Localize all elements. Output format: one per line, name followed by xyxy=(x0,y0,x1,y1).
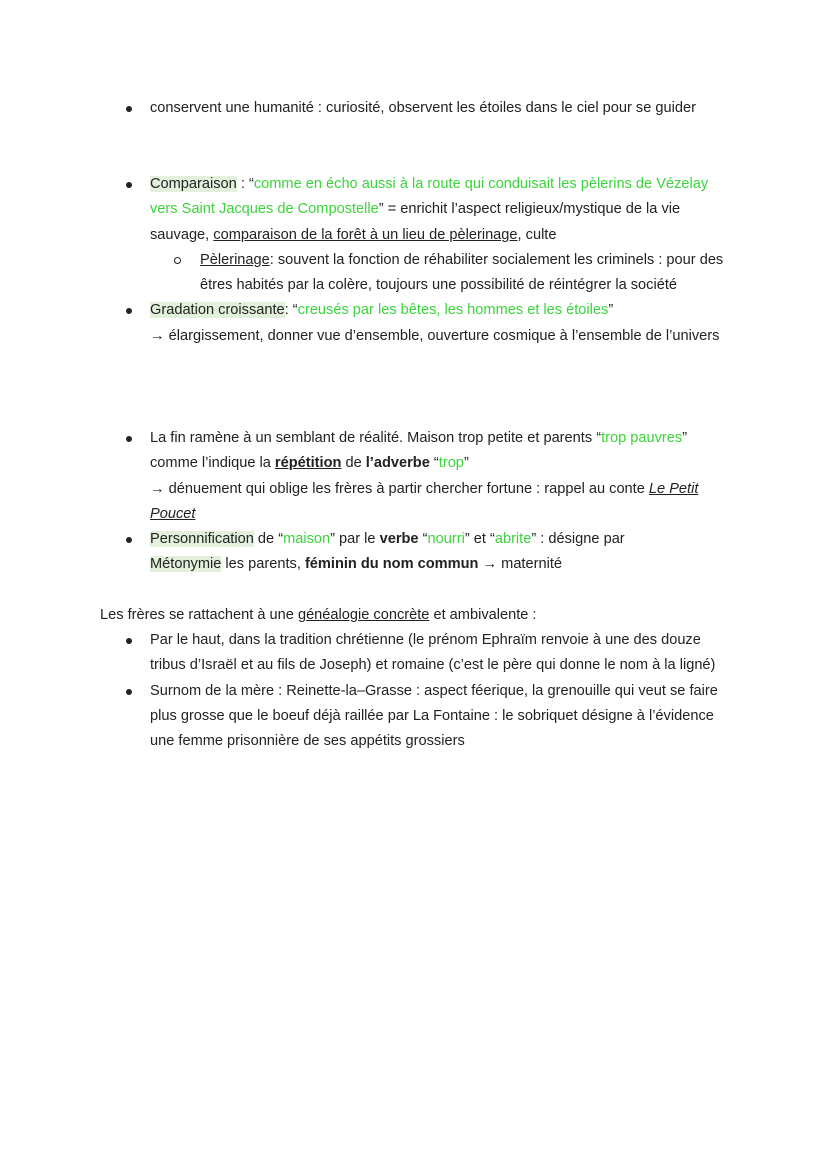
bullet-dot-icon xyxy=(126,436,132,442)
paragraph-text-b: et ambivalente : xyxy=(429,607,537,623)
item-text: , culte xyxy=(517,226,557,243)
close-quote: ” xyxy=(531,531,537,548)
underlined-phrase: comparaison de la forêt à un lieu de pèlerinage xyxy=(213,226,518,243)
bullet-list-1 xyxy=(0,96,828,121)
item-text: Par le haut, dans la tradition chrétienne (le prénom Ephraïm renvoie à une des douze tribus d’Israël et au fils de Joseph) et romaine (c’est le père qui donne le nom à la ligné) xyxy=(150,632,716,674)
separator: : xyxy=(236,176,249,192)
quote-text: comme en écho aussi à la route qui conduisait les pèlerins de Vézelay vers Saint Jacques de Compostelle xyxy=(150,176,709,218)
list-item xyxy=(0,679,730,755)
highlighted-term: Comparaison xyxy=(150,176,237,192)
item-text: La fin ramène à un semblant de réalité. Maison trop petite et parents xyxy=(150,430,597,446)
list-item xyxy=(0,527,730,578)
bullet-dot-icon xyxy=(126,537,132,543)
item-text: Surnom de la mère : Reinette-la–Grasse : aspect féerique, la grenouille qui veut se faire plus grosse que le boeuf déjà raillée par La Fontaine : le sobriquet désigne à l’évidence une femme prisonnière de ses appétits grossiers xyxy=(150,682,718,750)
item-text: conservent une humanité : curiosité, observent les étoiles dans le ciel pour se guider xyxy=(150,100,696,116)
item-text: de xyxy=(341,455,366,472)
bold-term: féminin du nom commun xyxy=(304,556,479,573)
separator: : xyxy=(284,302,293,319)
bullet-list-4 xyxy=(0,628,828,754)
quote-text: nourri xyxy=(427,531,465,548)
list-item xyxy=(0,298,730,349)
item-text: → élargissement, donner vue d’ensemble, ouverture cosmique à l’ensemble de l’univers xyxy=(150,327,720,344)
paragraph-text xyxy=(0,603,740,628)
quote-text: maison xyxy=(283,531,331,548)
open-quote: “ xyxy=(278,531,284,548)
underlined-term: Pèlerinage xyxy=(200,251,270,268)
open-quote: “ xyxy=(433,455,439,472)
bullet-dot-icon xyxy=(126,308,132,314)
bullet-dot-icon xyxy=(126,106,132,112)
list-item xyxy=(0,426,730,527)
bold-underlined-term: répétition xyxy=(274,455,342,472)
list-item xyxy=(0,628,730,679)
open-quote: “ xyxy=(422,531,428,548)
circle-bullet-icon xyxy=(174,257,181,264)
quote-text: abrite xyxy=(494,531,532,548)
underlined-phrase: généalogie concrète xyxy=(297,607,430,623)
sub-list-item xyxy=(0,248,725,299)
paragraph xyxy=(0,603,828,628)
item-text: et xyxy=(469,531,490,548)
tale-title: Le Petit Poucet xyxy=(150,480,699,522)
open-quote: “ xyxy=(292,302,298,319)
item-text: comme l’indique la xyxy=(150,455,275,472)
close-quote: ” xyxy=(463,455,469,472)
bold-term: verbe xyxy=(379,531,419,548)
close-quote: ” xyxy=(378,201,384,218)
close-quote: ” xyxy=(608,302,614,319)
item-text: → maternité xyxy=(478,556,562,573)
item-text: → dénuement qui oblige les frères à partir chercher fortune : rappel au conte xyxy=(150,480,649,497)
list-item xyxy=(0,96,730,121)
highlighted-term: Métonymie xyxy=(150,556,222,573)
bullet-dot-icon xyxy=(126,689,132,695)
bullet-dot-icon xyxy=(126,182,132,188)
paragraph-text-a: Les frères se rattachent à une xyxy=(100,607,298,623)
bold-term: l’adverbe xyxy=(365,455,430,472)
quote-text: creusés par les bêtes, les hommes et les étoiles xyxy=(297,302,609,319)
item-text: = enrichit l’aspect religieux/mystique de la vie sauvage, xyxy=(150,201,681,243)
bullet-list-3 xyxy=(0,426,828,578)
close-quote: ” xyxy=(682,430,688,446)
item-text: : désigne par xyxy=(536,531,625,548)
open-quote: “ xyxy=(489,531,495,548)
list-item xyxy=(0,172,730,248)
bullet-list-2 xyxy=(0,172,828,349)
quote-text: trop pauvres xyxy=(601,430,683,446)
item-text: de xyxy=(253,531,279,548)
open-quote: “ xyxy=(248,176,254,192)
highlighted-term: Gradation croissante xyxy=(150,302,285,319)
item-text: : souvent la fonction de réhabiliter socialement les criminels : pour des êtres habités par la colère, toujours une possibilité de réintégrer la société xyxy=(200,251,724,294)
close-quote: ” xyxy=(330,531,335,548)
close-quote: ” xyxy=(464,531,470,548)
open-quote: “ xyxy=(596,430,602,446)
item-text: par le xyxy=(334,531,380,548)
highlighted-term: Personnification xyxy=(150,531,254,548)
item-text: les parents, xyxy=(221,556,305,573)
bullet-dot-icon xyxy=(126,638,132,644)
quote-text: trop xyxy=(438,455,464,472)
